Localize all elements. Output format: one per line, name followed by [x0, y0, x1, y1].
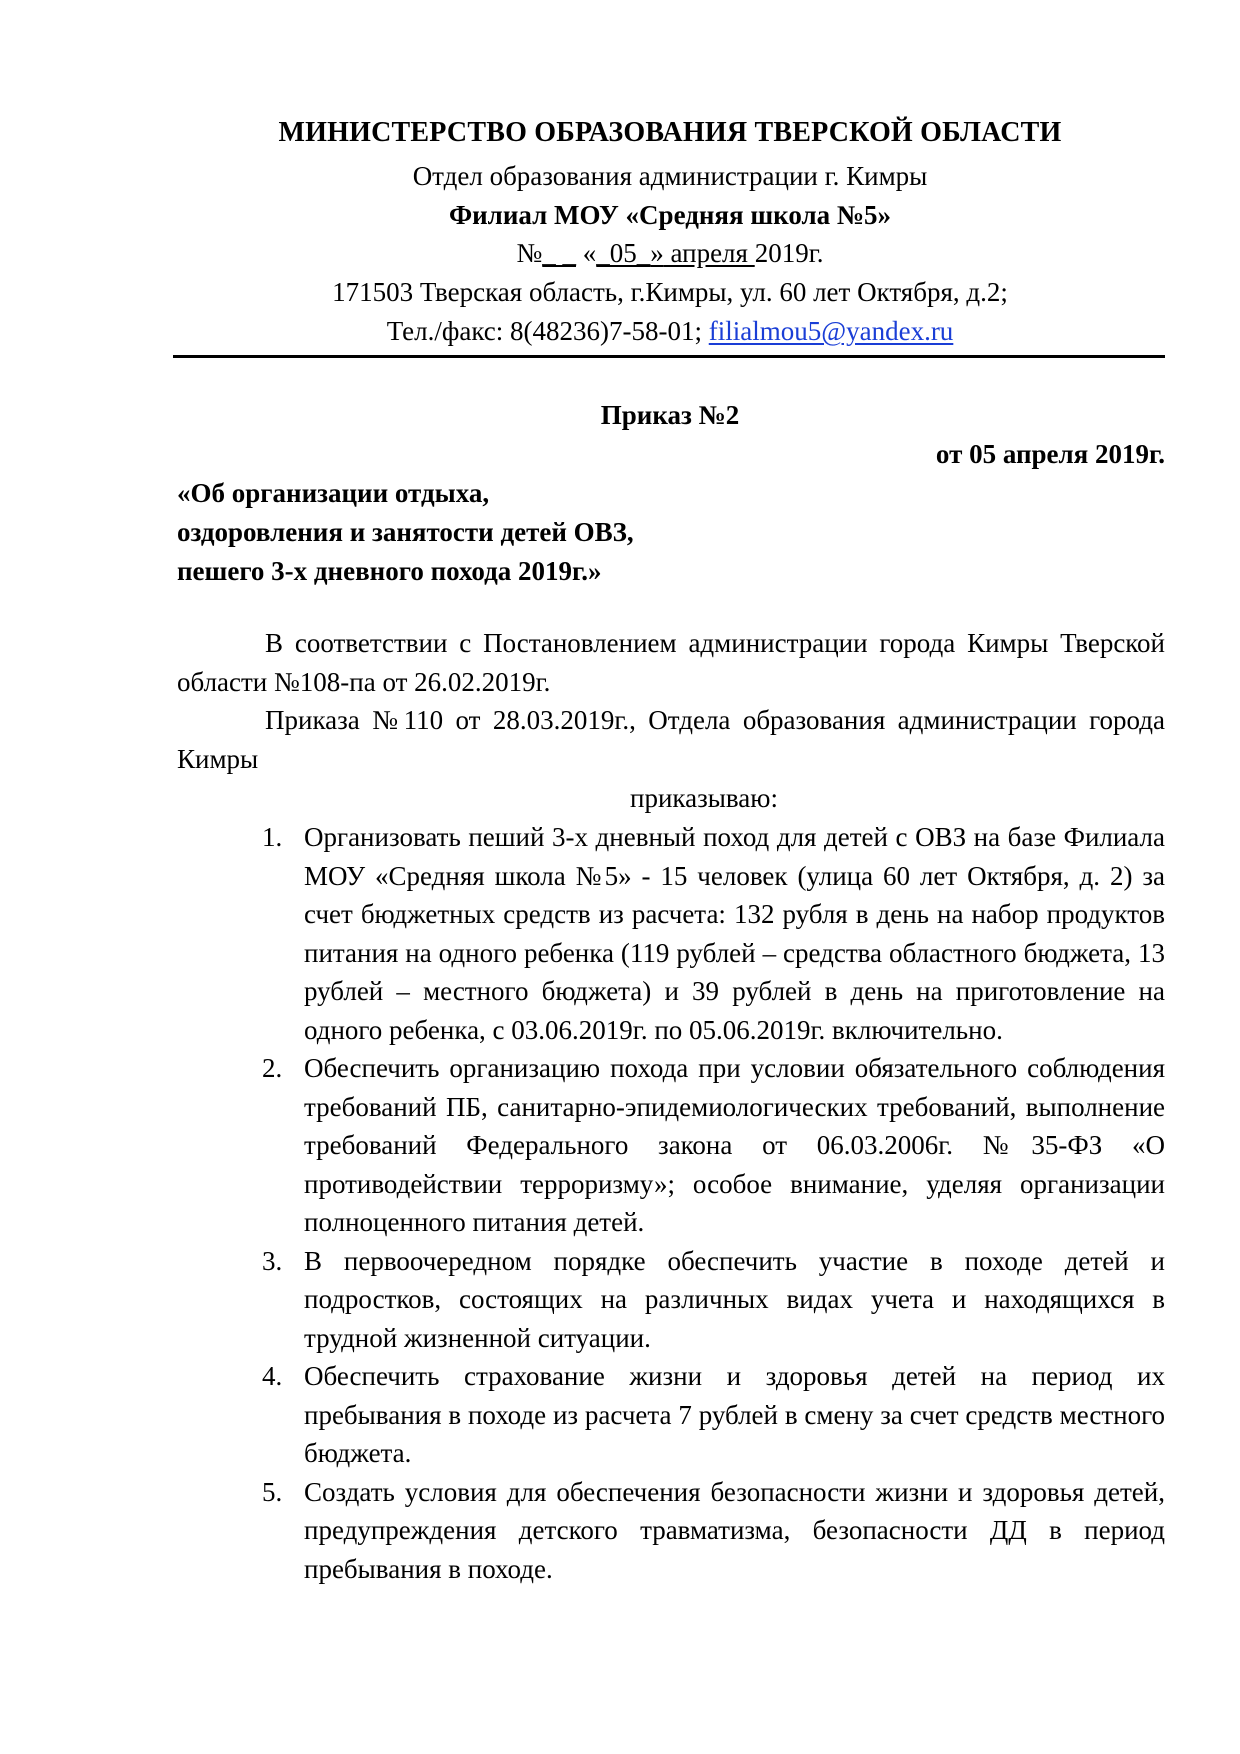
list-item	[177, 818, 1165, 1049]
item-text: Создать условия для обеспечения безопасности жизни и здоровья детей, предупреждения детского травматизма, безопасности ДД в период пребывания в походе.	[304, 1476, 1165, 1584]
list-item	[177, 1357, 1165, 1473]
item-text: В первоочередном порядке обеспечить участие в походе детей и подростков, состоящих на различных видах учета и находящихся в трудной жизненной ситуации.	[304, 1245, 1165, 1353]
phone-label: Тел./факс: 8(48236)7-58-01;	[386, 316, 709, 346]
number-blank: _ _	[542, 238, 576, 268]
address-line: 171503 Тверская область, г.Кимры, ул. 60 лет Октября, д.2;	[332, 277, 1008, 307]
basis-paragraph: В соответствии с Постановлением администрации города Кимры Тверской области №108-па от 26.02.2019г.	[177, 628, 1165, 697]
contacts-line	[175, 312, 1165, 350]
list-item	[177, 1049, 1165, 1242]
item-text: Обеспечить страхование жизни и здоровья детей на период их пребывания в походе из расчета 7 рублей в смену за счет средств местного бюджета.	[304, 1361, 1165, 1468]
item-text: Организовать пеший 3-х дневный поход для детей с ОВЗ на базе Филиала МОУ «Средняя школа №5» - 15 человек (улица 60 лет Октября, д. 2) за счет бюджетных средств из расчета: 132 рубля в день на набор продуктов питания на одного ребенка (119 рублей – средства областного бюджета, 13 рублей – местного бюджета) и 39 рублей в день на приготовление на одного ребенка, с 03.06.2019г. по 05.06.2019г. включительно.	[304, 822, 1165, 1045]
day-value: _05_	[596, 238, 651, 268]
list-item	[177, 1242, 1165, 1358]
list-item	[177, 1473, 1165, 1589]
basis-paragraph: Приказа №110 от 28.03.2019г., Отдела образования администрации города Кимры	[177, 705, 1165, 774]
department-line: Отдел образования администрации г. Кимры	[412, 161, 928, 191]
item-number: 2.	[262, 1053, 283, 1083]
year-value: 2019г.	[754, 238, 824, 268]
item-number: 5.	[262, 1476, 283, 1507]
registration-number-line	[175, 234, 1165, 272]
decree-word: приказываю:	[630, 783, 778, 813]
item-number: 4.	[262, 1361, 283, 1391]
number-prefix: №	[516, 238, 543, 268]
subject-line: пешего 3-х дневного похода 2019г.»	[177, 556, 602, 586]
subject-line: оздоровления и занятости детей ОВЗ,	[177, 517, 634, 547]
item-text: Обеспечить организацию похода при условии обязательного соблюдения требований ПБ, санитарно-эпидемиологических требований, выполнение требований Федерального закона от 06.03.2006г. №35-ФЗ «О противодействии терроризму»; особое внимание, уделяя организации полноценного питания детей.	[304, 1053, 1165, 1237]
month-value: апреля	[663, 238, 755, 268]
item-number: 3.	[262, 1245, 283, 1276]
quote-close: »	[650, 238, 664, 268]
subject-line: «Об организации отдыха,	[177, 478, 490, 508]
order-subject	[177, 474, 634, 591]
quote-open: «	[576, 238, 597, 268]
branch-name: Филиал МОУ «Средняя школа №5»	[448, 200, 892, 230]
item-number: 1.	[262, 822, 283, 852]
order-items-list	[177, 818, 1165, 1588]
order-date: от 05 апреля 2019г.	[935, 439, 1165, 469]
ministry-heading: МИНИСТЕРСТВО ОБРАЗОВАНИЯ ТВЕРСКОЙ ОБЛАСТИ	[278, 117, 1062, 148]
order-title: Приказ №2	[600, 400, 740, 430]
email-link[interactable]: filialmou5@yandex.ru	[708, 316, 954, 346]
header-divider	[173, 355, 1165, 358]
